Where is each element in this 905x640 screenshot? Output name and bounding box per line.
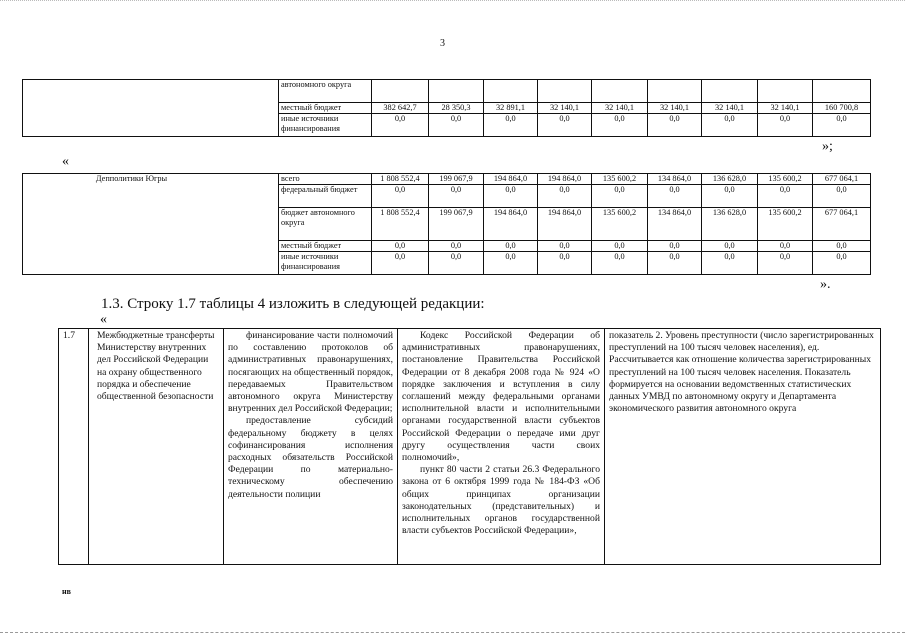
activity-paragraph: предоставление субсидий федеральному бюджету в целях софинансирования исполнения расходных обязательств Российской Федерации по материально-техническому обеспечению деятельности полиции bbox=[228, 415, 393, 500]
table-row bbox=[59, 329, 881, 565]
table-row bbox=[23, 80, 871, 103]
page-number: 3 bbox=[440, 38, 445, 49]
program-cell bbox=[23, 80, 279, 137]
value-cell bbox=[372, 80, 429, 103]
value-cell: 0,0 bbox=[538, 241, 592, 252]
legal-basis-paragraph: Кодекс Российской Федерации об административных правонарушениях, постановление Правительства Российской Федерации от 8 декабря 2008 года № 924 «О порядке заключения и вступления в силу соглашений между федеральными органами исполнительной власти и исполнительными органами государственной власти субъектов Российской Федерации о передаче ими друг другу осуществления части своих полномочий», bbox=[402, 330, 600, 464]
value-cell: 0,0 bbox=[429, 114, 484, 137]
value-cell: 0,0 bbox=[538, 114, 592, 137]
value-cell: 32 891,1 bbox=[484, 103, 538, 114]
value-cell bbox=[429, 80, 484, 103]
value-cell: 135 600,2 bbox=[592, 174, 648, 185]
section-heading: 1.3. Строку 1.7 таблицы 4 изложить в следующей редакции: bbox=[101, 296, 485, 312]
value-cell bbox=[484, 80, 538, 103]
source-label: иные источники финансирования bbox=[279, 114, 372, 137]
value-cell: 0,0 bbox=[648, 252, 702, 275]
value-cell: 0,0 bbox=[702, 252, 758, 275]
source-label: автономного округа bbox=[279, 80, 372, 103]
value-cell bbox=[813, 80, 871, 103]
source-label: бюджет автономного округа bbox=[279, 208, 372, 241]
table-row bbox=[23, 174, 871, 185]
value-cell: 0,0 bbox=[372, 252, 429, 275]
closing-quote: »; bbox=[822, 139, 833, 154]
value-cell: 0,0 bbox=[813, 241, 871, 252]
value-cell bbox=[592, 80, 648, 103]
value-cell: 0,0 bbox=[758, 185, 813, 208]
value-cell: 0,0 bbox=[758, 114, 813, 137]
financing-table-continuation bbox=[22, 79, 871, 137]
value-cell: 0,0 bbox=[538, 185, 592, 208]
source-label: местный бюджет bbox=[279, 103, 372, 114]
value-cell: 135 600,2 bbox=[758, 174, 813, 185]
source-label: федеральный бюджет bbox=[279, 185, 372, 208]
value-cell: 0,0 bbox=[702, 185, 758, 208]
row-number: 1.7 bbox=[59, 329, 89, 565]
value-cell: 0,0 bbox=[484, 241, 538, 252]
measure-name: Межбюджетные трансферты Министерству внутренних дел Российской Федерации на охрану общественного порядка и обеспечение общественной безопасности bbox=[89, 329, 224, 565]
value-cell: 136 628,0 bbox=[702, 174, 758, 185]
value-cell: 135 600,2 bbox=[592, 208, 648, 241]
signature-initials: нв bbox=[62, 587, 71, 596]
value-cell: 194 864,0 bbox=[538, 208, 592, 241]
opening-quote: « bbox=[62, 154, 69, 169]
value-cell: 0,0 bbox=[648, 241, 702, 252]
value-cell: 32 140,1 bbox=[592, 103, 648, 114]
source-label: иные источники финансирования bbox=[279, 252, 372, 275]
legal-basis-cell bbox=[398, 329, 605, 565]
value-cell: 136 628,0 bbox=[702, 208, 758, 241]
value-cell: 677 064,1 bbox=[813, 208, 871, 241]
value-cell: 0,0 bbox=[702, 241, 758, 252]
value-cell: 0,0 bbox=[758, 252, 813, 275]
value-cell: 0,0 bbox=[592, 241, 648, 252]
value-cell: 0,0 bbox=[484, 114, 538, 137]
value-cell: 194 864,0 bbox=[538, 174, 592, 185]
value-cell: 0,0 bbox=[813, 185, 871, 208]
value-cell: 0,0 bbox=[538, 252, 592, 275]
value-cell bbox=[758, 80, 813, 103]
value-cell: 1 808 552,4 bbox=[372, 174, 429, 185]
value-cell: 0,0 bbox=[372, 241, 429, 252]
value-cell bbox=[648, 80, 702, 103]
value-cell: 0,0 bbox=[702, 114, 758, 137]
value-cell: 0,0 bbox=[372, 114, 429, 137]
value-cell: 0,0 bbox=[429, 241, 484, 252]
value-cell: 0,0 bbox=[813, 114, 871, 137]
value-cell: 0,0 bbox=[648, 185, 702, 208]
entity-cell: Депполитики Югры bbox=[23, 174, 279, 275]
value-cell: 677 064,1 bbox=[813, 174, 871, 185]
value-cell: 0,0 bbox=[429, 185, 484, 208]
source-label: местный бюджет bbox=[279, 241, 372, 252]
value-cell: 0,0 bbox=[372, 185, 429, 208]
value-cell: 1 808 552,4 bbox=[372, 208, 429, 241]
activity-cell bbox=[224, 329, 398, 565]
value-cell: 28 350,3 bbox=[429, 103, 484, 114]
opening-quote: « bbox=[100, 312, 107, 327]
value-cell bbox=[702, 80, 758, 103]
value-cell: 0,0 bbox=[484, 252, 538, 275]
value-cell: 0,0 bbox=[429, 252, 484, 275]
value-cell: 160 700,8 bbox=[813, 103, 871, 114]
value-cell: 135 600,2 bbox=[758, 208, 813, 241]
value-cell: 199 067,9 bbox=[429, 174, 484, 185]
value-cell: 0,0 bbox=[813, 252, 871, 275]
closing-quote: ». bbox=[820, 277, 831, 292]
value-cell: 134 864,0 bbox=[648, 174, 702, 185]
value-cell: 194 864,0 bbox=[484, 174, 538, 185]
value-cell: 32 140,1 bbox=[758, 103, 813, 114]
value-cell: 0,0 bbox=[648, 114, 702, 137]
value-cell bbox=[538, 80, 592, 103]
legal-basis-paragraph: пункт 80 части 2 статьи 26.3 Федерального закона от 6 октября 1999 года № 184-ФЗ «Об общих принципах организации законодательных (представительных) и исполнительных органов государственной власти субъектов Российской Федерации», bbox=[402, 464, 600, 537]
value-cell: 32 140,1 bbox=[538, 103, 592, 114]
value-cell: 194 864,0 bbox=[484, 208, 538, 241]
source-label: всего bbox=[279, 174, 372, 185]
value-cell: 0,0 bbox=[758, 241, 813, 252]
table-row-1-7 bbox=[58, 328, 881, 565]
activity-paragraph: финансирование части полномочий по составлению протоколов об административных правонарушениях, посягающих на общественный порядок, передаваемых Правительством автономного округа Министерству внутренних дел Российской Федерации; bbox=[228, 330, 393, 415]
scan-bottom-edge bbox=[0, 632, 905, 634]
financing-table-deppolitiki bbox=[22, 173, 871, 275]
value-cell: 0,0 bbox=[592, 114, 648, 137]
value-cell: 0,0 bbox=[592, 252, 648, 275]
indicator-cell: показатель 2. Уровень преступности (число зарегистрированных преступлений на 100 тысяч человек населения), ед. Рассчитывается как отношение количества зарегистрированных преступлений на 100 тысяч человек населения. Показатель формируется на основании ведомственных статистических данных УМВД по автономному округу и Департамента экономического развития автономного округа bbox=[605, 329, 881, 565]
scan-top-edge bbox=[0, 0, 905, 2]
value-cell: 199 067,9 bbox=[429, 208, 484, 241]
value-cell: 32 140,1 bbox=[702, 103, 758, 114]
value-cell: 134 864,0 bbox=[648, 208, 702, 241]
value-cell: 382 642,7 bbox=[372, 103, 429, 114]
value-cell: 32 140,1 bbox=[648, 103, 702, 114]
value-cell: 0,0 bbox=[484, 185, 538, 208]
value-cell: 0,0 bbox=[592, 185, 648, 208]
